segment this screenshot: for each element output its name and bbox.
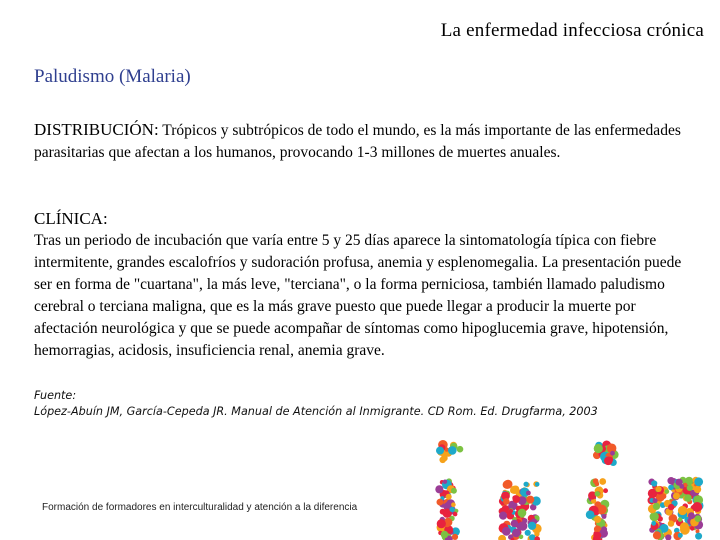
logo-dot [443,480,447,484]
dotted-logo-graphic [420,440,720,540]
logo-dot [524,482,529,487]
logo-dot [680,522,689,531]
logo-dot [437,519,446,528]
logo-dot [653,503,660,510]
logo-dot [518,509,527,518]
logo-dot [450,507,455,512]
logo-dot [656,486,662,492]
logo-dot [687,485,693,491]
logo-dot [526,496,534,504]
logo-dot [673,493,680,500]
logo-dot [535,482,540,487]
logo-dot [509,509,513,513]
logo-dot [695,515,702,522]
logo-dot [502,527,511,536]
logo-dot [651,480,657,486]
logo-dot [453,512,458,517]
logo-dot [512,529,520,537]
logo-dot [593,532,601,540]
slide-subtitle: Paludismo (Malaria) [34,66,191,87]
logo-dot [594,516,601,523]
logo-dot [604,457,613,466]
logo-dot [650,512,659,521]
logo-dot [446,494,452,500]
logo-dot [595,491,600,496]
logo-dot [653,531,661,539]
clinical-section [34,208,684,362]
logo-dot [610,451,615,456]
logo-dot [599,478,606,485]
source-block [34,388,598,420]
logo-dot [451,502,456,507]
distribution-text: Trópicos y subtrópicos de todo el mundo, es la más importante de las enfermedades parasitarias que afectan a los humanos, provocando 1‑3 millones de muertes anuales. [34,122,681,161]
footer-text: Formación de formadores en interculturalidad y atención a la diferencia [42,502,358,513]
logo-dot [457,446,464,453]
logo-dot [528,522,536,530]
logo-dot [441,531,449,539]
logo-dot [679,506,687,514]
logo-dot [435,485,443,493]
distribution-heading: DISTRIBUCIÓN: [34,120,159,139]
distribution-section [34,119,684,164]
source-label: Fuente: [34,389,77,402]
logo-dot [651,521,656,526]
slide-title: La enfermedad infecciosa crónica [440,20,704,41]
logo-dot [688,512,695,519]
logo-dot [593,478,599,484]
logo-dot [602,514,607,519]
logo-dot [665,489,670,494]
clinical-heading: CLÍNICA: [34,209,108,228]
logo-dot [684,494,692,502]
logo-dot [448,446,457,455]
logo-dot [678,517,683,522]
logo-dot [692,502,702,512]
logo-dot [437,499,444,506]
logo-dot [678,533,683,538]
logo-dot [661,494,667,500]
logo-dot [511,520,518,527]
logo-dot [499,512,507,520]
logo-dot [694,477,703,486]
logo-dot [586,510,595,519]
logo-dot [598,487,602,491]
clinical-text: Tras un periodo de incubación que varía entre 5 y 25 días aparece la sintomatología típica con fiebre intermitente, grandes escalofríos y sudoración profusa, anemia y esplenomegalia. La presentación puede ser en forma de "cuartana", la más leve, "terciana", o la forma perniciosa, también llamado paludismo cerebral o terciana maligna, que es la más grave puesto que puede llegar a producir la muerte por afectación neurológica y que se puede acompañar de síntomas como hipoglucemia grave, hipotensión, hemorragias, acidosis, insuficiencia renal, anemia grave. [34,232,682,359]
logo-dot [441,455,448,462]
logo-dot [653,498,658,503]
logo-dot [603,488,608,493]
source-citation: López-Abuín JM, García-Cepeda JR. Manual de Atención al Inmigrante. CD Rom. Ed. Drugfarma, 2003 [34,405,598,418]
logo-dot [525,530,531,536]
logo-dot [498,535,506,540]
logo-dot [436,447,444,455]
logo-dot [503,481,511,489]
logo-dot [518,521,527,530]
logo-dot [503,498,510,505]
logo-dot [668,485,674,491]
logo-dot [694,486,701,493]
logo-dot [451,488,457,494]
logo-dot [668,520,674,526]
logo-dot [526,491,531,496]
logo-dot [668,504,674,510]
logo-dot [695,533,702,540]
logo-dot [679,484,684,489]
logo-dot [513,495,521,503]
logo-dot [510,489,515,494]
logo-dot [594,444,603,453]
logo-dot [690,526,695,531]
logo-dot [452,534,458,540]
